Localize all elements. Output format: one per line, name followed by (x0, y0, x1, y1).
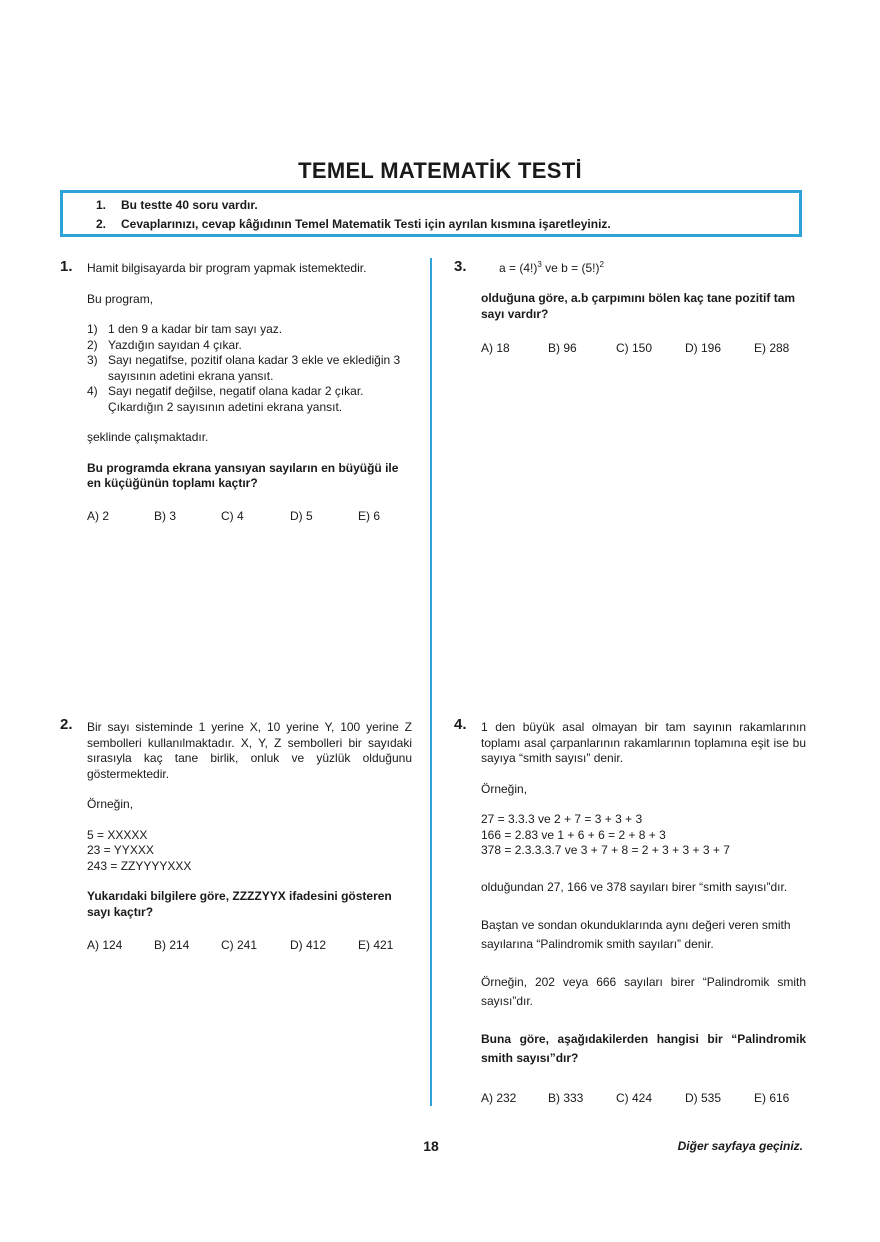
example-line: 243 = ZZYYYYXXX (87, 858, 192, 873)
instruction-text: Cevaplarınızı, cevap kâğıdının Temel Matematik Testi için ayrılan kısmına işaretleyiniz. (121, 217, 611, 231)
instruction-number: 1. (96, 198, 107, 212)
question-2-question: Yukarıdaki bilgilere göre, ZZZZYYX ifadesini gösteren sayı kaçtır? (87, 889, 392, 919)
option-a[interactable]: A) 232 (481, 1091, 517, 1105)
step-text: Yazdığın sayıdan 4 çıkar. (108, 337, 242, 352)
option-e[interactable]: E) 6 (358, 509, 381, 523)
question-3-question: olduğuna göre, a.b çarpımını bölen kaç tane pozitif tam sayı vardır? (481, 291, 796, 321)
instruction-text: Bu testte 40 soru vardır. (121, 198, 258, 212)
column-divider (430, 258, 432, 1106)
option-e[interactable]: E) 421 (358, 938, 394, 952)
page-number: 18 (423, 1138, 439, 1154)
option-d[interactable]: D) 412 (290, 938, 327, 952)
exponent-a: 3 (537, 260, 542, 269)
step-number: 2) (87, 337, 98, 352)
step-number: 3) (87, 353, 98, 367)
option-b[interactable]: B) 3 (154, 509, 177, 523)
option-d[interactable]: D) 5 (290, 509, 313, 523)
option-c[interactable]: C) 150 (616, 341, 653, 355)
step-number: 1) (87, 322, 98, 336)
option-d[interactable]: D) 196 (685, 341, 722, 355)
option-c[interactable]: C) 4 (221, 509, 244, 523)
step-text: Sayı negatif değilse, negatif olana kadar 2 çıkar. Çıkardığın 2 sayısının adetini ekrana yansıt. (108, 384, 364, 414)
question-4-options (481, 1091, 806, 1107)
option-b[interactable]: B) 96 (548, 341, 577, 355)
question-3-options (481, 341, 806, 357)
option-a[interactable]: A) 124 (87, 938, 123, 952)
question-2-number: 2. (60, 716, 73, 733)
instruction-item (96, 198, 258, 212)
instruction-number: 2. (96, 217, 107, 231)
step-item (87, 353, 412, 384)
example-line: 27 = 3.3.3 ve 2 + 7 = 3 + 3 + 3 (481, 812, 643, 826)
page-title: TEMEL MATEMATİK TESTİ (298, 158, 582, 183)
option-a[interactable]: A) 18 (481, 341, 510, 355)
option-b[interactable]: B) 333 (548, 1091, 584, 1105)
next-page-note: Diğer sayfaya geçiniz. (677, 1139, 803, 1153)
question-2-example-label: Örneğin, (87, 797, 134, 811)
option-e[interactable]: E) 616 (754, 1091, 790, 1105)
question-1-question: Bu programda ekrana yansıyan sayıların en büyüğü ile en küçüğünün toplamı kaçtır? (87, 460, 399, 490)
question-4-body (481, 720, 806, 859)
step-text: 1 den 9 a kadar bir tam sayı yaz. (108, 322, 283, 336)
instruction-item (96, 217, 611, 231)
question-4-definition: Baştan ve sondan okunduklarında aynı değeri veren smith sayılarına “Palindromik smith sayıları” denir. (481, 918, 791, 951)
option-a[interactable]: A) 2 (87, 509, 110, 523)
question-1-number: 1. (60, 258, 73, 275)
question-4-example2: Örneğin, 202 veya 666 sayıları birer “Palindromik smith sayısı”dır. (481, 975, 806, 1008)
question-4-question: Buna göre, aşağıdakilerden hangisi bir “Palindromik smith sayısı”dır? (481, 1032, 806, 1065)
example-line: 5 = XXXXX (87, 827, 148, 842)
question-1-intro: Hamit bilgisayarda bir program yapmak istemektedir. (87, 261, 367, 275)
step-item (87, 322, 412, 338)
option-b[interactable]: B) 214 (154, 938, 190, 952)
question-1-steps (87, 322, 412, 415)
question-3-number: 3. (454, 258, 467, 275)
instructions-box (60, 190, 802, 237)
step-item (87, 384, 412, 415)
example-line: 23 = YYXXX (87, 843, 154, 857)
step-item (87, 338, 412, 354)
question-1-closing: şeklinde çalışmaktadır. (87, 430, 209, 444)
question-2-body (87, 720, 412, 920)
equation-a: a = (4!) (499, 261, 538, 275)
question-1-body (87, 261, 412, 492)
question-2-options (87, 938, 412, 954)
question-4-intro: 1 den büyük asal olmayan bir tam sayının rakamlarının toplamı asal çarpanlarının rakamlarının toplamına eşit ise bu sayıya “smith sayısı” denir. (481, 720, 806, 765)
question-3-body (481, 291, 806, 322)
example-line: 378 = 2.3.3.3.7 ve 3 + 7 + 8 = 2 + 3 + 3 + 3 + 7 (481, 843, 730, 857)
exponent-b: 2 (599, 260, 604, 269)
step-text: Sayı negatifse, pozitif olana kadar 3 ekle ve eklediğin 3 sayısının adetini ekrana yansıt. (108, 353, 401, 383)
step-number: 4) (87, 384, 98, 398)
question-2-intro: Bir sayı sisteminde 1 yerine X, 10 yerine Y, 100 yerine Z sembolleri kullanılmaktadır. X, Y, Z sembolleri bir sayıdaki sırasıyla kaç tane birlik, onluk ve yüzlük olduğunu göstermektedir. (87, 720, 412, 781)
question-3-equation (499, 261, 604, 277)
option-d[interactable]: D) 535 (685, 1091, 722, 1105)
question-4-conclusion: olduğundan 27, 166 ve 378 sayıları birer “smith sayısı”dır. (481, 880, 788, 894)
question-1-options (87, 509, 412, 525)
option-c[interactable]: C) 241 (221, 938, 258, 952)
question-4-number: 4. (454, 716, 467, 733)
question-4-continued (481, 878, 806, 1068)
example-line: 166 = 2.83 ve 1 + 6 + 6 = 2 + 8 + 3 (481, 827, 666, 842)
question-1-program-label: Bu program, (87, 291, 154, 306)
equation-b: ve b = (5!) (541, 261, 600, 275)
option-e[interactable]: E) 288 (754, 341, 790, 355)
question-4-example-label: Örneğin, (481, 781, 528, 796)
option-c[interactable]: C) 424 (616, 1091, 653, 1105)
